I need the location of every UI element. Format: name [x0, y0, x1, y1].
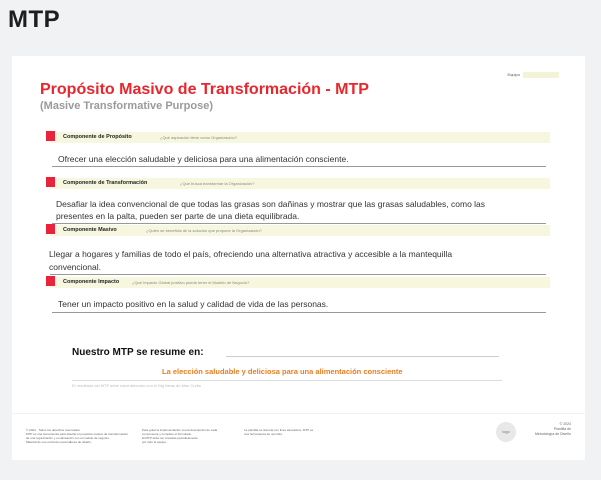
component-question: ¿Quién se beneficia de la solución que propone la Organización?	[146, 228, 262, 233]
footer-text: una herramienta de uso libre.	[244, 432, 284, 436]
canvas-subtitle: (Masive Transformative Purpose)	[40, 100, 214, 112]
component-question: ¿Qué Impacto Global positivo puede tener el Modelo de Negocio?	[132, 280, 250, 285]
footer-col-1	[26, 428, 156, 444]
component-answer[interactable]: Ofrecer una elección saludable y deliciosa para una alimentación consciente.	[58, 154, 349, 164]
component-answer-line2[interactable]: presentes en la palta, pueden ser parte de una dieta equilibrada.	[56, 211, 300, 221]
page-heading: MTP	[8, 6, 61, 33]
component-name: Componente de Propósito	[63, 134, 132, 140]
footer	[12, 414, 585, 460]
component-name: Componente de Transformación	[63, 180, 148, 186]
component-question: ¿Qué aspiración tiene como Organización?	[160, 135, 237, 140]
footer-text: © 2024	[559, 422, 571, 426]
component-answer-line1[interactable]: Llegar a hogares y familias de todo el país, ofreciendo una alternativa atractiva y accesible a la mantequilla	[49, 249, 453, 259]
component-question: ¿Qué busca transformar la Organización?	[180, 181, 255, 186]
answer-underline	[52, 166, 546, 167]
footer-text: por todo el equipo.	[142, 440, 167, 444]
brand-logo: logo	[496, 422, 516, 442]
component-marker-icon	[46, 224, 55, 234]
component-marker-icon	[46, 276, 55, 286]
footer-text: El MTP debe ser revisado periódicamente	[142, 436, 198, 440]
footer-text: Material de uso exclusivo para talleres de diseño.	[26, 440, 92, 444]
footer-text: La plantilla se licencia con fines educativos. MTP es	[244, 428, 314, 432]
footer-text: © 2024 · Todos los derechos reservados	[26, 428, 80, 432]
answer-underline	[50, 274, 546, 275]
component-answer[interactable]: Tener un impacto positivo en la salud y calidad de vida de las personas.	[58, 299, 329, 309]
summary-text[interactable]: La elección saludable y deliciosa para una alimentación consciente	[162, 367, 403, 376]
answer-underline	[52, 312, 546, 313]
footer-text: Plantilla de	[553, 427, 571, 431]
summary-note: El resultado del MTP debe estar alineado con el Big Ideas de Alan Curtis	[72, 383, 201, 388]
team-field	[508, 72, 559, 78]
footer-text: componente y complete el formulario.	[142, 432, 193, 436]
answer-underline	[52, 223, 546, 224]
component-masivo	[50, 225, 550, 236]
summary-label: Nuestro MTP se resume en:	[72, 347, 204, 358]
footer-right	[535, 422, 571, 437]
footer-col-2	[142, 428, 242, 444]
footer-text: Metodología de Diseño	[535, 432, 571, 436]
canvas-title: Propósito Masivo de Transformación - MTP	[40, 81, 369, 98]
component-marker-icon	[46, 177, 55, 187]
component-impacto	[50, 277, 550, 288]
component-transformacion	[50, 178, 550, 189]
footer-text: MTP es una herramienta para diseñar el propósito masivo de transformación	[26, 432, 128, 436]
footer-text: Para guiar la implementación, lea la descripción de cada	[142, 428, 218, 432]
team-label: Equipo	[507, 72, 520, 78]
component-proposito	[50, 132, 550, 143]
component-name: Componente Masivo	[63, 227, 117, 233]
footer-col-3	[244, 428, 344, 436]
team-input[interactable]	[523, 72, 559, 78]
component-answer-line2[interactable]: convencional.	[49, 262, 101, 272]
component-marker-icon	[46, 131, 55, 141]
summary-text-underline	[72, 380, 502, 381]
mtp-canvas	[12, 56, 585, 413]
component-answer-line1[interactable]: Desafiar la idea convencional de que todas las grasas son dañinas y mostrar que las grasas saludables, como las	[56, 199, 486, 209]
component-name: Componente Impacto	[63, 279, 120, 285]
summary-label-underline	[226, 356, 499, 357]
footer-text: de una organización y su alineación con el modelo de negocio.	[26, 436, 110, 440]
